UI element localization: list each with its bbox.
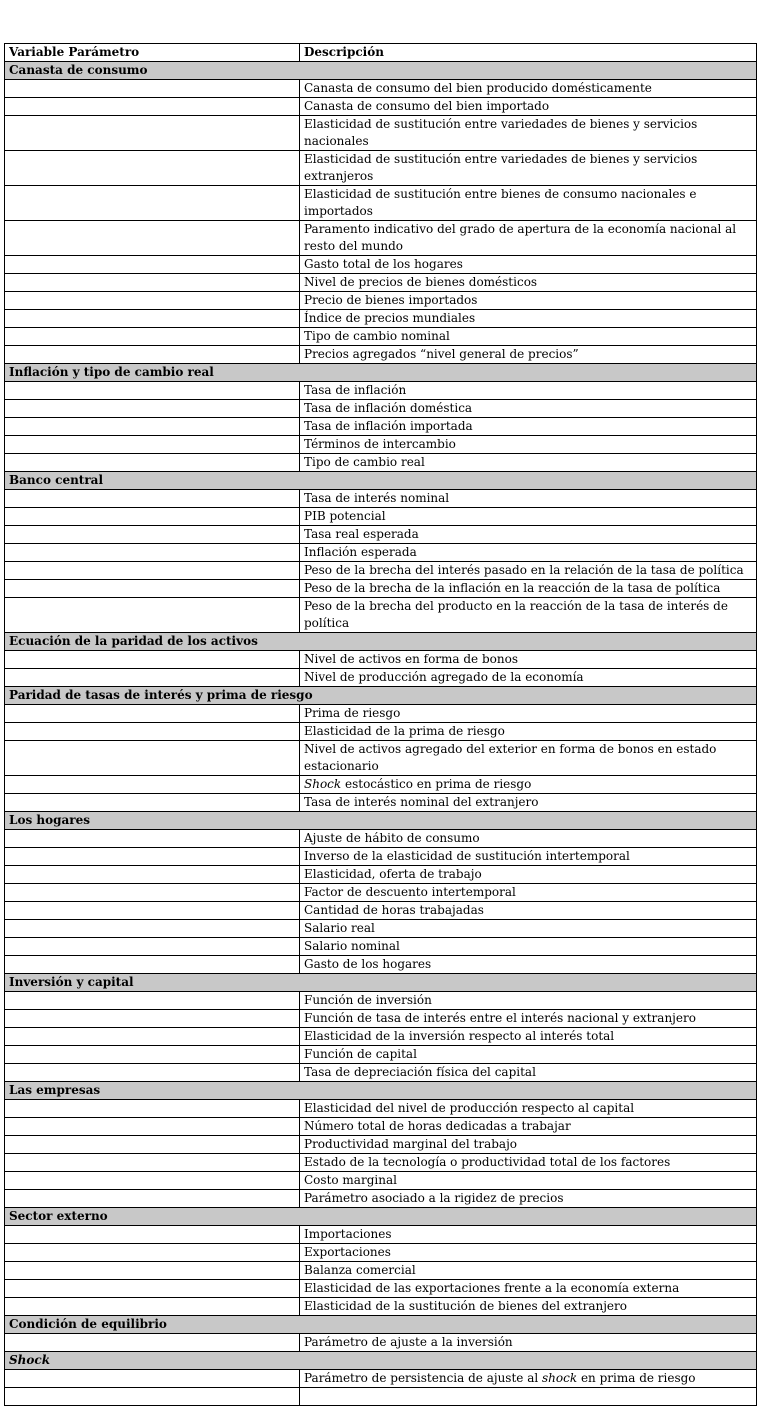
table-row (5, 776, 757, 794)
description-cell: Tasa de depreciación física del capital (300, 1064, 757, 1082)
table-row (5, 1010, 757, 1028)
description-cell: Nivel de activos agregado del exterior en forma de bonos en estado estacionario (300, 741, 757, 776)
table-row (5, 1064, 757, 1082)
section-title (5, 1352, 757, 1370)
table-row (5, 98, 757, 116)
section-title: Canasta de consumo (5, 62, 757, 80)
variable-cell (5, 992, 300, 1010)
description-cell: Términos de intercambio (300, 436, 757, 454)
variable-cell (5, 938, 300, 956)
variable-cell (5, 328, 300, 346)
section-row (5, 1352, 757, 1370)
table-row (5, 848, 757, 866)
table-row (5, 80, 757, 98)
variable-cell (5, 830, 300, 848)
table-row (5, 221, 757, 256)
variable-cell (5, 400, 300, 418)
variable-cell (5, 436, 300, 454)
description-cell: Precio de bienes importados (300, 292, 757, 310)
variable-cell (5, 1028, 300, 1046)
section-title: Los hogares (5, 812, 757, 830)
table-row (5, 1334, 757, 1352)
description-cell: Elasticidad de la inversión respecto al interés total (300, 1028, 757, 1046)
description-cell: Cantidad de horas trabajadas (300, 902, 757, 920)
description-cell: Productividad marginal del trabajo (300, 1136, 757, 1154)
table-row (5, 1226, 757, 1244)
table-row (5, 1298, 757, 1316)
table-row (5, 382, 757, 400)
variable-cell (5, 598, 300, 633)
variable-cell (5, 1388, 300, 1406)
variable-cell (5, 1280, 300, 1298)
table-row (5, 1370, 757, 1388)
variable-cell (5, 651, 300, 669)
header-variable: Variable Parámetro (5, 44, 300, 62)
variable-cell (5, 292, 300, 310)
description-cell: Elasticidad del nivel de producción respecto al capital (300, 1100, 757, 1118)
description-cell: Exportaciones (300, 1244, 757, 1262)
table-row (5, 1136, 757, 1154)
variable-cell (5, 80, 300, 98)
description-cell: Parámetro asociado a la rigidez de precios (300, 1190, 757, 1208)
table-row (5, 490, 757, 508)
variable-cell (5, 902, 300, 920)
variable-cell (5, 866, 300, 884)
table-row (5, 1280, 757, 1298)
variable-cell (5, 1154, 300, 1172)
description-cell: Canasta de consumo del bien importado (300, 98, 757, 116)
variable-cell (5, 562, 300, 580)
section-title: Sector externo (5, 1208, 757, 1226)
variable-cell (5, 526, 300, 544)
description-cell: Canasta de consumo del bien producido domésticamente (300, 80, 757, 98)
section-title: Inversión y capital (5, 974, 757, 992)
section-title: Inflación y tipo de cambio real (5, 364, 757, 382)
table-row (5, 418, 757, 436)
description-cell: Tasa real esperada (300, 526, 757, 544)
section-row (5, 1208, 757, 1226)
variable-cell (5, 884, 300, 902)
variable-cell (5, 1226, 300, 1244)
description-cell: Elasticidad de sustitución entre variedades de bienes y servicios nacionales (300, 116, 757, 151)
variable-cell (5, 848, 300, 866)
description-cell: Costo marginal (300, 1172, 757, 1190)
section-row (5, 364, 757, 382)
variable-cell (5, 544, 300, 562)
description-cell: PIB potencial (300, 508, 757, 526)
table-row (5, 116, 757, 151)
description-cell: Elasticidad, oferta de trabajo (300, 866, 757, 884)
description-cell: Tasa de interés nominal (300, 490, 757, 508)
description-cell: Paramento indicativo del grado de apertura de la economía nacional al resto del mundo (300, 221, 757, 256)
description-cell: Índice de precios mundiales (300, 310, 757, 328)
section-row (5, 812, 757, 830)
table-row (5, 902, 757, 920)
variable-cell (5, 920, 300, 938)
table-row (5, 1154, 757, 1172)
section-title: Paridad de tasas de interés y prima de riesgo (5, 687, 757, 705)
section-title: Ecuación de la paridad de los activos (5, 633, 757, 651)
section-row (5, 472, 757, 490)
variable-cell (5, 794, 300, 812)
table-row (5, 274, 757, 292)
variable-cell (5, 1118, 300, 1136)
variable-cell (5, 151, 300, 186)
variable-cell (5, 346, 300, 364)
italic-term: shock (542, 1371, 578, 1385)
variable-cell (5, 723, 300, 741)
description-cell: Nivel de precios de bienes domésticos (300, 274, 757, 292)
table-row (5, 1262, 757, 1280)
table-row (5, 562, 757, 580)
description-cell: Elasticidad de la sustitución de bienes del extranjero (300, 1298, 757, 1316)
section-row (5, 62, 757, 80)
description-cell: Función de capital (300, 1046, 757, 1064)
table-row (5, 580, 757, 598)
variable-cell (5, 186, 300, 221)
description-cell: Factor de descuento intertemporal (300, 884, 757, 902)
variable-cell (5, 256, 300, 274)
variable-cell (5, 382, 300, 400)
description-cell: Tasa de inflación (300, 382, 757, 400)
description-cell: Ajuste de hábito de consumo (300, 830, 757, 848)
description-cell: Parámetro de persistencia de ajuste al shock en prima de riesgo (300, 1370, 757, 1388)
section-title: Condición de equilibrio (5, 1316, 757, 1334)
table-row (5, 884, 757, 902)
description-cell: Gasto total de los hogares (300, 256, 757, 274)
variable-cell (5, 580, 300, 598)
variable-cell (5, 956, 300, 974)
variable-cell (5, 776, 300, 794)
description-cell: Elasticidad de la prima de riesgo (300, 723, 757, 741)
table-row (5, 151, 757, 186)
table-row (5, 310, 757, 328)
description-cell: Peso de la brecha del interés pasado en la relación de la tasa de política (300, 562, 757, 580)
variable-cell (5, 1010, 300, 1028)
table-row (5, 256, 757, 274)
description-cell: Parámetro de ajuste a la inversión (300, 1334, 757, 1352)
description-cell: Nivel de activos en forma de bonos (300, 651, 757, 669)
table-row (5, 794, 757, 812)
section-title: Banco central (5, 472, 757, 490)
variable-cell (5, 1370, 300, 1388)
table-row (5, 866, 757, 884)
table-row (5, 292, 757, 310)
table-row (5, 992, 757, 1010)
table-row (5, 1118, 757, 1136)
description-cell: Salario nominal (300, 938, 757, 956)
description-cell: Tipo de cambio real (300, 454, 757, 472)
description-cell: Número total de horas dedicadas a trabajar (300, 1118, 757, 1136)
table-row (5, 1190, 757, 1208)
table-row (5, 400, 757, 418)
table-row (5, 454, 757, 472)
description-cell: Shock estocástico en prima de riesgo (300, 776, 757, 794)
table-row (5, 705, 757, 723)
description-cell: Tasa de interés nominal del extranjero (300, 794, 757, 812)
variable-cell (5, 1244, 300, 1262)
table-row (5, 956, 757, 974)
table-row (5, 186, 757, 221)
table-row (5, 920, 757, 938)
variable-cell (5, 1064, 300, 1082)
description-cell: Precios agregados “nivel general de precios” (300, 346, 757, 364)
section-row (5, 1082, 757, 1100)
description-cell: Inverso de la elasticidad de sustitución intertemporal (300, 848, 757, 866)
description-cell: Función de tasa de interés entre el interés nacional y extranjero (300, 1010, 757, 1028)
variable-cell (5, 418, 300, 436)
description-cell: Inflación esperada (300, 544, 757, 562)
variable-cell (5, 1172, 300, 1190)
variable-cell (5, 116, 300, 151)
table-row (5, 328, 757, 346)
description-cell: Función de inversión (300, 992, 757, 1010)
table-row (5, 1100, 757, 1118)
variable-cell (5, 1136, 300, 1154)
description-cell: Prima de riesgo (300, 705, 757, 723)
section-title: Las empresas (5, 1082, 757, 1100)
description-cell: Tasa de inflación doméstica (300, 400, 757, 418)
table-row (5, 1244, 757, 1262)
table-row (5, 436, 757, 454)
variable-cell (5, 1262, 300, 1280)
parameters-table (4, 43, 757, 1406)
variable-cell (5, 490, 300, 508)
section-row (5, 687, 757, 705)
description-cell: Salario real (300, 920, 757, 938)
table-header-row (5, 44, 757, 62)
description-cell (300, 1388, 757, 1406)
table-row (5, 651, 757, 669)
table-row (5, 1046, 757, 1064)
description-cell: Gasto de los hogares (300, 956, 757, 974)
table-row (5, 598, 757, 633)
table-row (5, 1172, 757, 1190)
variable-cell (5, 669, 300, 687)
variable-cell (5, 1190, 300, 1208)
variable-cell (5, 1100, 300, 1118)
section-row (5, 1316, 757, 1334)
description-cell: Peso de la brecha del producto en la reacción de la tasa de interés de política (300, 598, 757, 633)
table-row (5, 741, 757, 776)
description-cell: Elasticidad de las exportaciones frente a la economía externa (300, 1280, 757, 1298)
description-cell: Nivel de producción agregado de la economía (300, 669, 757, 687)
section-row (5, 633, 757, 651)
description-cell: Tasa de inflación importada (300, 418, 757, 436)
table-row (5, 508, 757, 526)
italic-term: Shock (304, 777, 342, 791)
variable-cell (5, 1334, 300, 1352)
header-description: Descripción (300, 44, 757, 62)
section-row (5, 974, 757, 992)
table-row (5, 544, 757, 562)
variable-cell (5, 1046, 300, 1064)
table-row (5, 1028, 757, 1046)
description-cell: Importaciones (300, 1226, 757, 1244)
table-row (5, 1388, 757, 1406)
variable-cell (5, 1298, 300, 1316)
italic-term: Shock (9, 1353, 51, 1367)
description-cell: Balanza comercial (300, 1262, 757, 1280)
variable-cell (5, 508, 300, 526)
description-cell: Estado de la tecnología o productividad total de los factores (300, 1154, 757, 1172)
table-row (5, 830, 757, 848)
table-row (5, 526, 757, 544)
variable-cell (5, 454, 300, 472)
table-row (5, 346, 757, 364)
description-cell: Elasticidad de sustitución entre bienes de consumo nacionales e importados (300, 186, 757, 221)
variable-cell (5, 310, 300, 328)
variable-cell (5, 741, 300, 776)
table-row (5, 938, 757, 956)
table-row (5, 723, 757, 741)
description-cell: Peso de la brecha de la inflación en la reacción de la tasa de política (300, 580, 757, 598)
description-cell: Elasticidad de sustitución entre variedades de bienes y servicios extranjeros (300, 151, 757, 186)
table-row (5, 669, 757, 687)
variable-cell (5, 705, 300, 723)
variable-cell (5, 274, 300, 292)
variable-cell (5, 221, 300, 256)
variable-cell (5, 98, 300, 116)
description-cell: Tipo de cambio nominal (300, 328, 757, 346)
